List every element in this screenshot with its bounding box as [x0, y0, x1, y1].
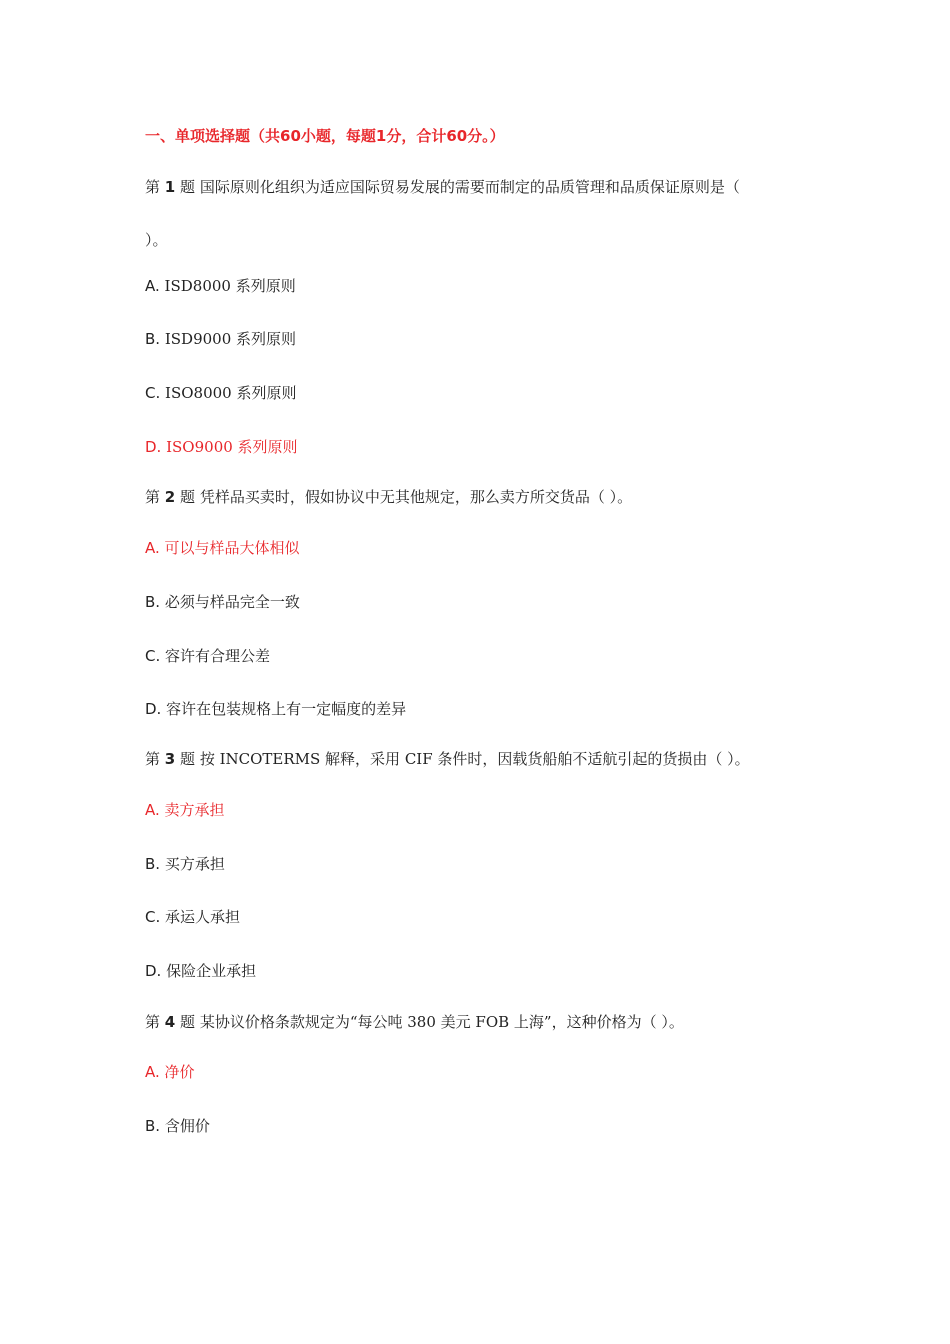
question-suffix: 题 [180, 1013, 196, 1031]
option-letter: B. [145, 1117, 161, 1135]
option-letter: A. [145, 539, 160, 557]
option-letter: B. [145, 593, 161, 611]
option-letter: C. [145, 384, 161, 402]
question-4-option-a-correct [145, 1062, 825, 1082]
question-prefix: 第 [145, 488, 161, 506]
question-prefix: 第 [145, 1013, 161, 1031]
question-suffix: 题 [180, 178, 196, 196]
option-text: 含佣价 [164, 1117, 210, 1135]
question-1-option-b [145, 329, 825, 349]
question-4-option-b [145, 1116, 825, 1136]
question-4-stem [145, 1012, 825, 1032]
option-letter: A. [145, 801, 160, 819]
question-text: 国际原则化组织为适应国际贸易发展的需要而制定的品质管理和品质保证原则是（ [199, 178, 740, 196]
question-2-option-d [145, 699, 825, 719]
option-text: ISO8000 系列原则 [165, 384, 297, 402]
option-text: ISD9000 系列原则 [164, 330, 297, 348]
option-letter: D. [145, 700, 162, 718]
option-text: ISO9000 系列原则 [166, 438, 298, 456]
option-letter: A. [145, 1063, 160, 1081]
question-prefix: 第 [145, 178, 161, 196]
question-prefix: 第 [145, 750, 161, 768]
question-3-option-a-correct [145, 800, 825, 820]
option-text: ISD8000 系列原则 [164, 277, 296, 295]
question-1-stem-continued: ）。 [145, 231, 168, 249]
option-text: 承运人承担 [165, 908, 241, 926]
question-text: 凭样品买卖时，假如协议中无其他规定，那么卖方所交货品（ ）。 [199, 488, 633, 506]
question-2-option-c [145, 646, 825, 666]
question-1-option-c [145, 383, 825, 403]
option-letter: D. [145, 962, 162, 980]
question-suffix: 题 [180, 488, 196, 506]
option-text: 卖方承担 [164, 801, 225, 819]
option-letter: B. [145, 855, 161, 873]
question-2-stem [145, 487, 825, 507]
question-number: 1 [164, 178, 176, 196]
option-text: 保险企业承担 [166, 962, 257, 980]
question-number: 2 [164, 488, 176, 506]
question-number: 4 [164, 1013, 176, 1031]
question-3-option-c [145, 907, 825, 927]
question-1-option-d-correct [145, 437, 825, 457]
question-1-option-a [145, 276, 825, 296]
question-number: 3 [164, 750, 176, 768]
option-text: 可以与样品大体相似 [164, 539, 300, 557]
option-letter: B. [145, 330, 161, 348]
option-text: 容许有合理公差 [165, 647, 271, 665]
question-2-option-b [145, 592, 825, 612]
question-3-option-d [145, 961, 825, 981]
question-text: 某协议价格条款规定为“每公吨 380 美元 FOB 上海”，这种价格为（ ）。 [199, 1013, 684, 1031]
option-letter: C. [145, 647, 161, 665]
option-text: 容许在包装规格上有一定幅度的差异 [166, 700, 407, 718]
option-letter: C. [145, 908, 161, 926]
question-suffix: 题 [180, 750, 196, 768]
option-text: 买方承担 [164, 855, 225, 873]
option-text: 必须与样品完全一致 [164, 593, 300, 611]
question-3-stem [145, 749, 825, 769]
question-3-option-b [145, 854, 825, 874]
question-text: 按 INCOTERMS 解释，采用 CIF 条件时，因载货船舶不适航引起的货损由（ ）。 [199, 750, 750, 768]
section-heading: 一、单项选择题（共60小题，每题1分，合计60分。） [145, 127, 505, 145]
option-text: 净价 [164, 1063, 195, 1081]
question-2-option-a-correct [145, 538, 825, 558]
question-1-stem [145, 177, 825, 197]
option-letter: D. [145, 438, 162, 456]
option-letter: A. [145, 277, 160, 295]
